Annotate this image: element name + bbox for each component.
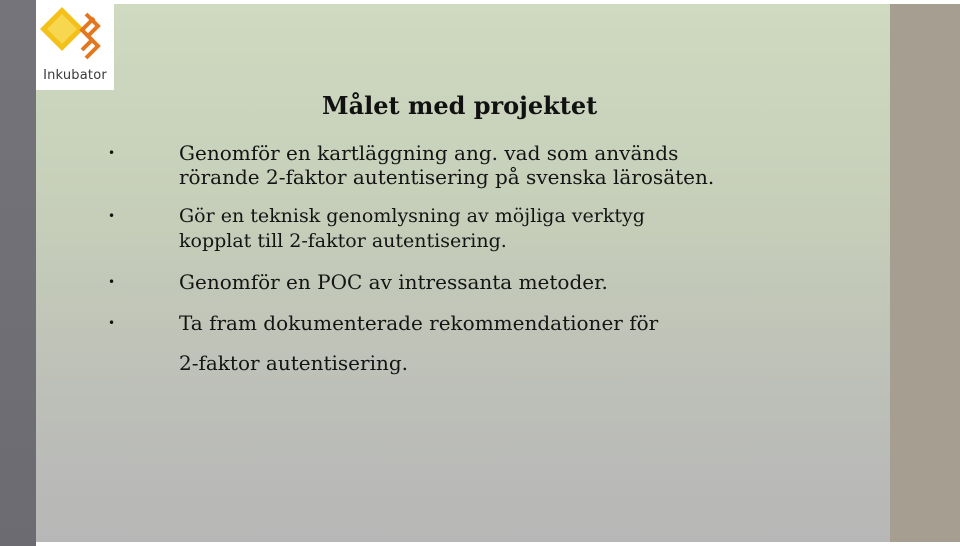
bullet-2-marker: •: [108, 209, 116, 223]
logo-text: Inkubator: [43, 68, 107, 83]
bullet-4-line-2: 2-faktor autentisering.: [179, 351, 409, 375]
bullet-4-line-1: Ta fram dokumenterade rekommendationer för: [179, 311, 659, 335]
bullet-4-marker: •: [108, 316, 116, 330]
left-border-bar: [0, 0, 36, 546]
bullet-2-line-1: Gör en teknisk genomlysning av möjliga verktyg: [179, 205, 645, 227]
bullet-2-line-2: kopplat till 2-faktor autentisering.: [179, 230, 507, 252]
inkubator-logo: [36, 4, 114, 90]
logo-mark-icon: [36, 4, 114, 68]
bullet-3-line-1: Genomför en POC av intressanta metoder.: [179, 270, 608, 294]
bullet-1-marker: •: [108, 146, 116, 160]
bullet-3-marker: •: [108, 275, 116, 289]
right-border-bar: [890, 4, 960, 542]
bullet-1-line-2: rörande 2-faktor autentisering på svenska lärosäten.: [179, 165, 715, 189]
bullet-1-line-1: Genomför en kartläggning ang. vad som används: [179, 141, 679, 165]
slide-title: Målet med projektet: [322, 91, 598, 120]
